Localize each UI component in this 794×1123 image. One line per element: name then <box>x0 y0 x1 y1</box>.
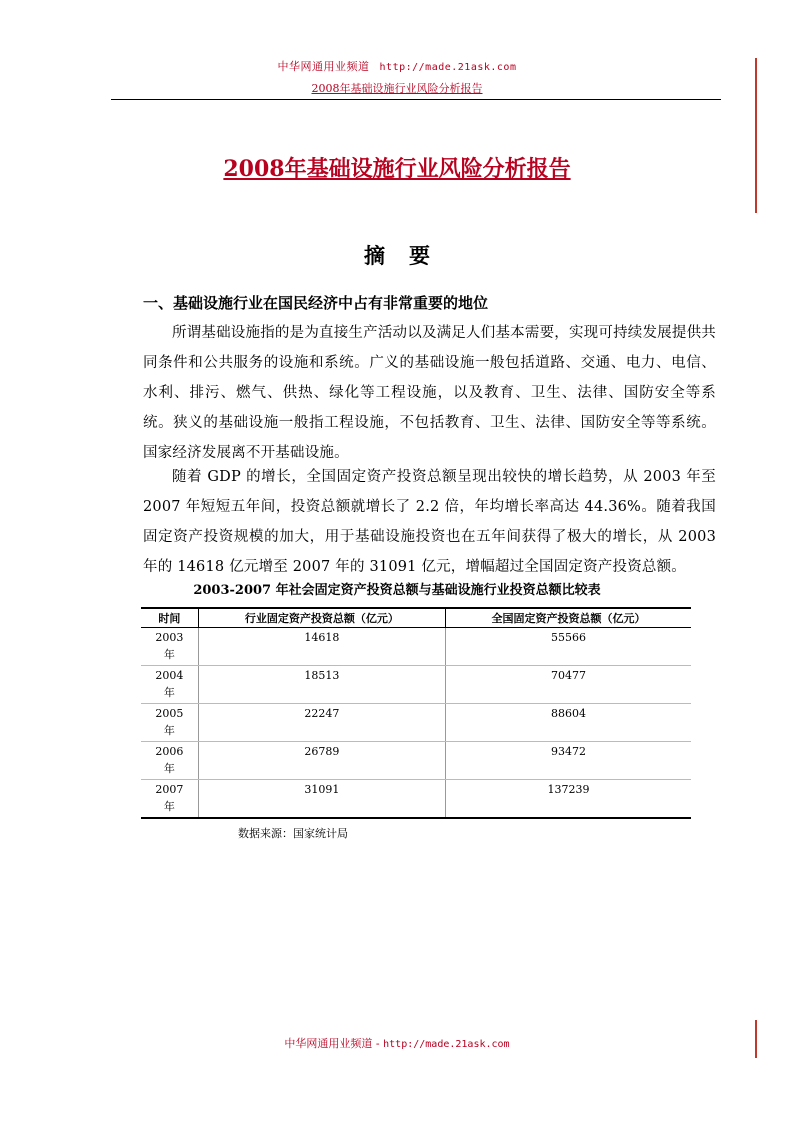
cell-year: 2007 年 <box>155 783 184 813</box>
footer-separator: - <box>372 1037 384 1050</box>
cell-industry: 26789 <box>198 742 445 780</box>
header-divider <box>111 99 721 100</box>
footer-site-name: 中华网通用业频道 <box>284 1037 373 1050</box>
summary-heading: 摘要 <box>364 243 454 268</box>
cell-industry: 14618 <box>198 628 445 666</box>
table-row <box>141 704 691 742</box>
paragraph-definition: 所谓基础设施指的是为直接生产活动以及满足人们基本需要，实现可持续发展提供共同条件和公共服务的设施和系统。广义的基础设施一般包括道路、交通、电力、电信、水利、排污、燃气、供热、绿化等工程设施，以及教育、卫生、法律、国防安全等系统。狭义的基础设施一般指工程设施，不包括教育、卫生、法律、国防安全等等系统。国家经济发展离不开基础设施。 <box>143 325 716 461</box>
page-header-doc-name: 2008年基础设施行业风险分析报告 <box>311 82 483 95</box>
table-title: 2003-2007 年社会固定资产投资总额与基础设施行业投资总额比较表 <box>193 583 601 598</box>
page-header-site <box>0 58 794 74</box>
margin-bar-top <box>755 58 757 213</box>
cell-industry: 31091 <box>198 780 445 819</box>
table-row <box>141 780 691 819</box>
cell-year: 2004 年 <box>141 666 198 704</box>
table-row <box>141 742 691 780</box>
section-heading: 一、基础设施行业在国民经济中占有非常重要的地位 <box>143 294 489 312</box>
cell-national: 55566 <box>445 628 691 666</box>
header-site-name: 中华网通用业频道 <box>277 60 370 73</box>
cell-national: 137239 <box>445 780 691 819</box>
investment-table <box>141 607 691 819</box>
data-source-note: 数据来源：国家统计局 <box>238 827 348 840</box>
table-header-row <box>141 608 691 628</box>
header-national-investment: 全国固定资产投资总额（亿元） <box>445 608 691 628</box>
footer-site-url[interactable]: http://made.21ask.com <box>383 1039 510 1050</box>
cell-industry: 18513 <box>198 666 445 704</box>
cell-national: 70477 <box>445 666 691 704</box>
cell-industry: 22247 <box>198 704 445 742</box>
document-title: 2008年基础设施行业风险分析报告 <box>223 156 571 182</box>
paragraph-growth: 随着 GDP 的增长，全国固定资产投资总额呈现出较快的增长趋势，从 2003 年至 2007 年短短五年间，投资总额就增长了 2.2 倍，年均增长率高达 44.36%。随着我国固定资产投资规模的加大，用于基础设施投资也在五年间获得了极大的增长，从 2003 年的 14618 亿元增至 2007 年的 31091 亿元，增幅超过全国固定资产投资总额。 <box>143 469 716 575</box>
cell-national: 93472 <box>445 742 691 780</box>
header-year: 时间 <box>141 608 198 628</box>
cell-year: 2005 年 <box>141 704 198 742</box>
cell-national: 88604 <box>445 704 691 742</box>
cell-year: 2003 年 <box>141 628 198 666</box>
table-row <box>141 628 691 666</box>
header-site-url[interactable]: http://made.21ask.com <box>379 62 517 73</box>
cell-year: 2006 年 <box>141 742 198 780</box>
header-industry-investment: 行业固定资产投资总额（亿元） <box>198 608 445 628</box>
table-row <box>141 666 691 704</box>
page-footer <box>0 1035 794 1051</box>
